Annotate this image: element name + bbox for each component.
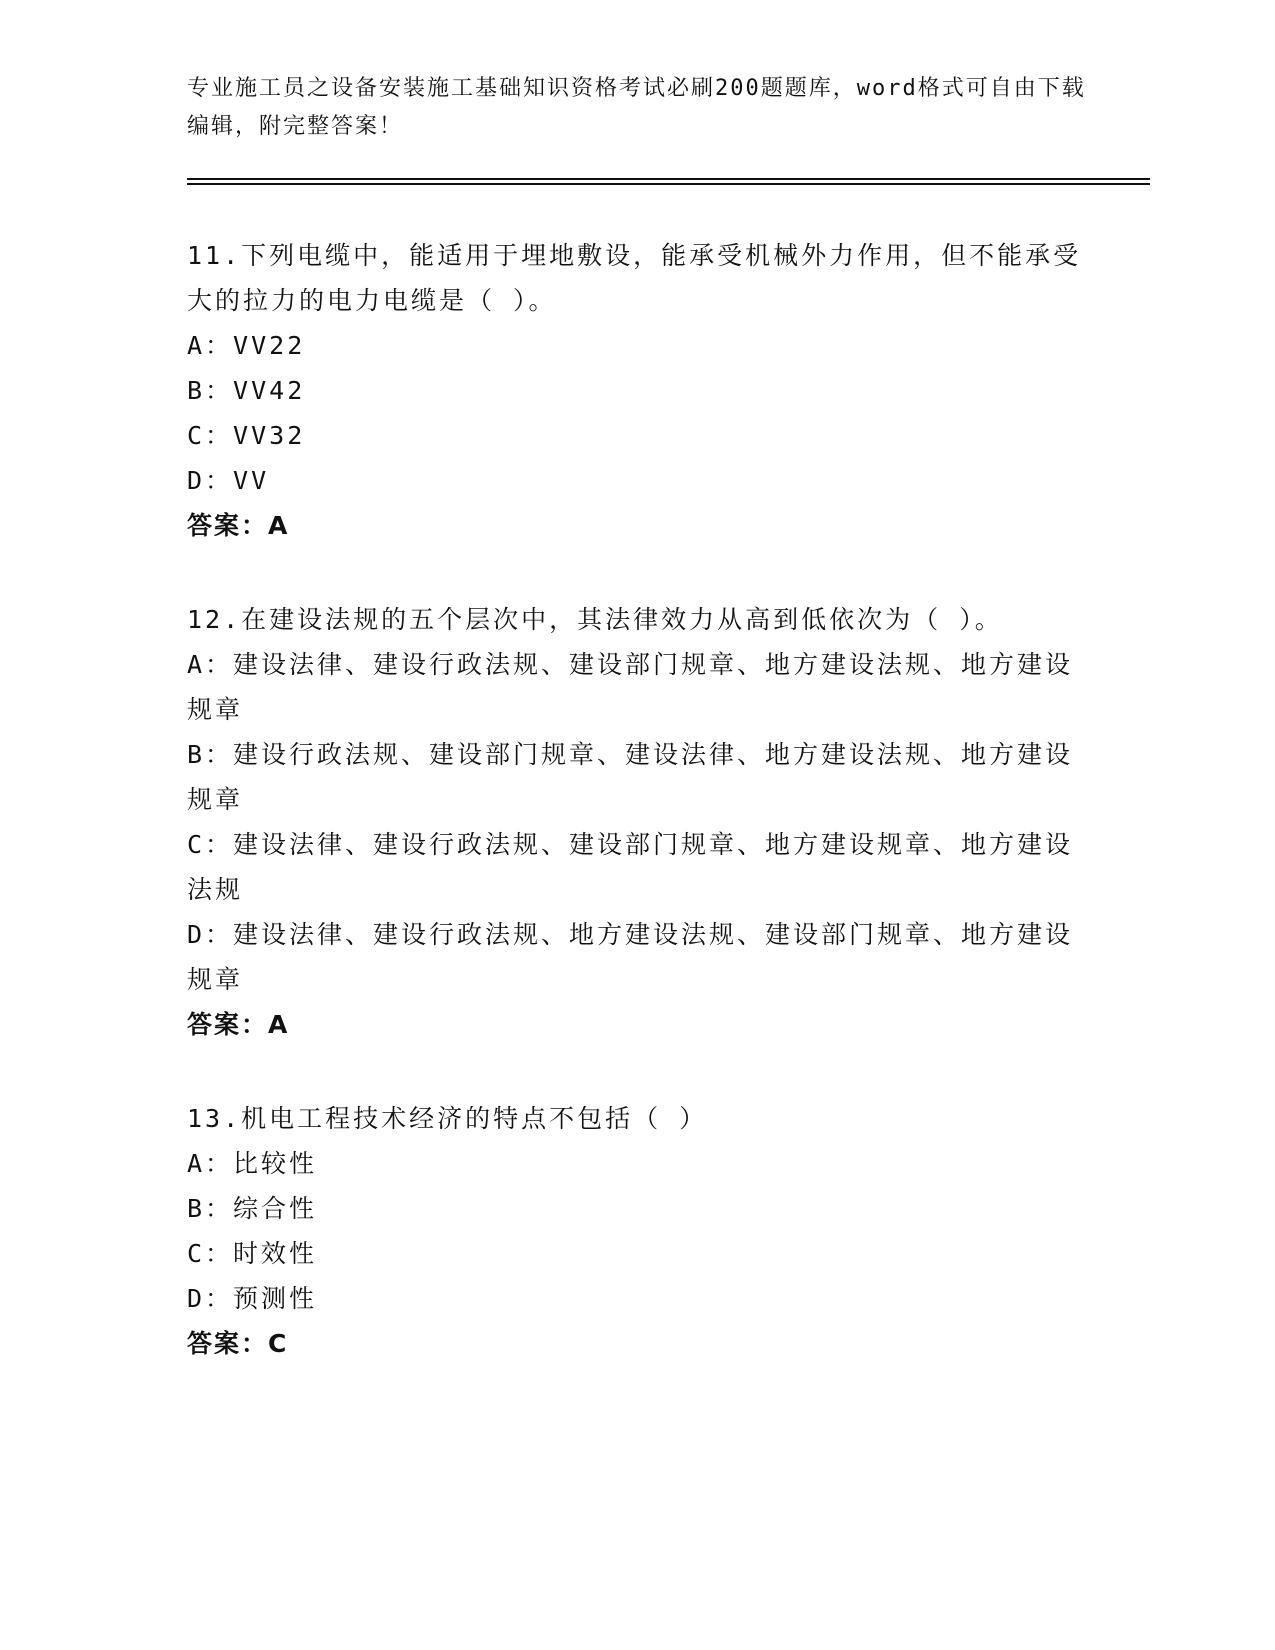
- answer-label: 答案：A: [187, 1010, 290, 1039]
- document-header: [187, 70, 1087, 146]
- header-divider-top: [187, 178, 1150, 180]
- option-a: A：建设法律、建设行政法规、建设部门规章、地方建设法规、地方建设规章: [187, 650, 1074, 724]
- option-d: D：VV: [187, 466, 270, 495]
- option-a: A：VV22: [187, 331, 306, 360]
- option-d: D：预测性: [187, 1284, 318, 1313]
- option-c: C：VV32: [187, 421, 306, 450]
- question-13: [187, 1096, 1087, 1366]
- question-stem: 12.在建设法规的五个层次中，其法律效力从高到低依次为（ ）。: [187, 605, 1003, 634]
- question-stem: 13.机电工程技术经济的特点不包括（ ）: [187, 1104, 708, 1133]
- option-b: B：综合性: [187, 1194, 318, 1223]
- question-12: [187, 597, 1087, 1047]
- option-d: D：建设法律、建设行政法规、地方建设法规、建设部门规章、地方建设规章: [187, 920, 1074, 994]
- option-b: B：建设行政法规、建设部门规章、建设法律、地方建设法规、地方建设规章: [187, 740, 1074, 814]
- option-b: B：VV42: [187, 376, 306, 405]
- header-divider-bottom: [187, 183, 1150, 185]
- option-c: C：时效性: [187, 1239, 318, 1268]
- answer-label: 答案：A: [187, 511, 290, 540]
- option-c: C：建设法律、建设行政法规、建设部门规章、地方建设规章、地方建设法规: [187, 830, 1074, 904]
- option-a: A：比较性: [187, 1149, 318, 1178]
- question-11: [187, 233, 1087, 548]
- header-title: 专业施工员之设备安装施工基础知识资格考试必刷200题题库，word格式可自由下载编辑，附完整答案！: [187, 76, 1086, 139]
- answer-label: 答案：C: [187, 1329, 289, 1358]
- question-stem: 11.下列电缆中，能适用于埋地敷设，能承受机械外力作用，但不能承受大的拉力的电力电缆是（ ）。: [187, 241, 1082, 315]
